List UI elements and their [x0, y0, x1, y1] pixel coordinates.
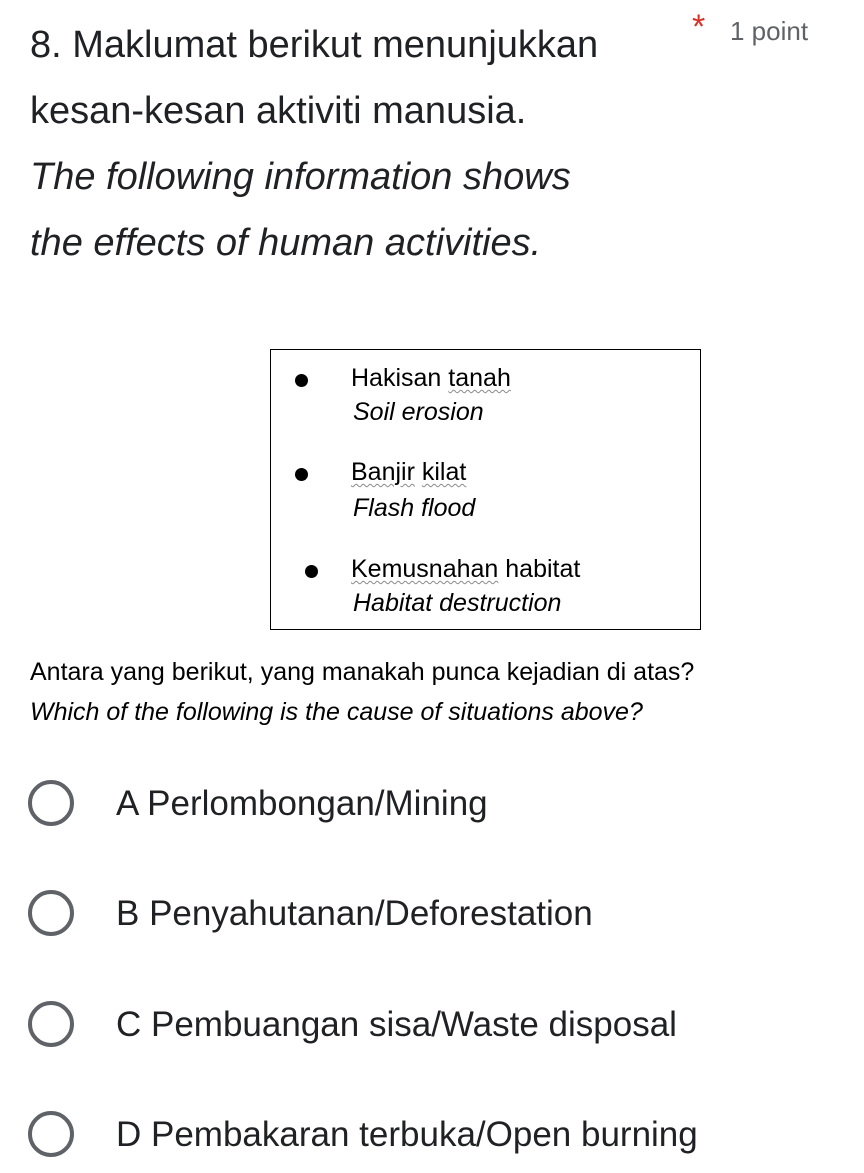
- prompt-english: Which of the following is the cause of situations above?: [30, 698, 643, 726]
- info-english-text: Flash flood: [353, 494, 476, 522]
- question-title-line-1: 8. Maklumat berikut menunjukkan: [30, 24, 599, 66]
- info-box: [270, 349, 701, 630]
- option-c[interactable]: [28, 995, 848, 1055]
- option-a[interactable]: [28, 774, 848, 834]
- option-label[interactable]: D Pembakaran terbuka/Open burning: [116, 1115, 698, 1154]
- info-english-text: Soil erosion: [353, 398, 484, 426]
- info-malay-word: Kemusnahan: [351, 555, 499, 583]
- question-title-line-4: the effects of human activities.: [30, 222, 542, 264]
- question-header: [30, 12, 860, 276]
- info-malay-text: [351, 458, 466, 487]
- points-label: 1 point: [730, 16, 809, 46]
- radio-button-icon[interactable]: [28, 890, 74, 936]
- bullet-icon: [295, 468, 308, 481]
- bullet-icon: [305, 565, 318, 578]
- radio-button-icon[interactable]: [28, 1111, 74, 1157]
- radio-button-icon[interactable]: [28, 1001, 74, 1047]
- required-asterisk-icon: *: [692, 8, 706, 46]
- info-malay-word: Banjir: [351, 458, 415, 486]
- question-title-line-3: The following information shows: [30, 156, 571, 198]
- option-b[interactable]: [28, 884, 848, 944]
- info-malay-word: habitat: [505, 555, 581, 583]
- info-malay-word: Hakisan: [351, 364, 442, 392]
- info-malay-text: [351, 364, 511, 393]
- option-label[interactable]: C Pembuangan sisa/Waste disposal: [116, 1005, 677, 1044]
- question-title-line-2: kesan-kesan aktiviti manusia.: [30, 90, 527, 132]
- option-label[interactable]: A Perlombongan/Mining: [116, 784, 488, 823]
- info-malay-word: tanah: [448, 364, 511, 392]
- info-malay-text: [351, 555, 580, 584]
- option-d[interactable]: [28, 1105, 848, 1165]
- option-label[interactable]: B Penyahutanan/Deforestation: [116, 894, 593, 933]
- info-english-text: Habitat destruction: [353, 589, 562, 617]
- bullet-icon: [295, 374, 308, 387]
- info-malay-word: kilat: [421, 458, 467, 486]
- radio-button-icon[interactable]: [28, 780, 74, 826]
- prompt-malay: Antara yang berikut, yang manakah punca kejadian di atas?: [30, 658, 695, 686]
